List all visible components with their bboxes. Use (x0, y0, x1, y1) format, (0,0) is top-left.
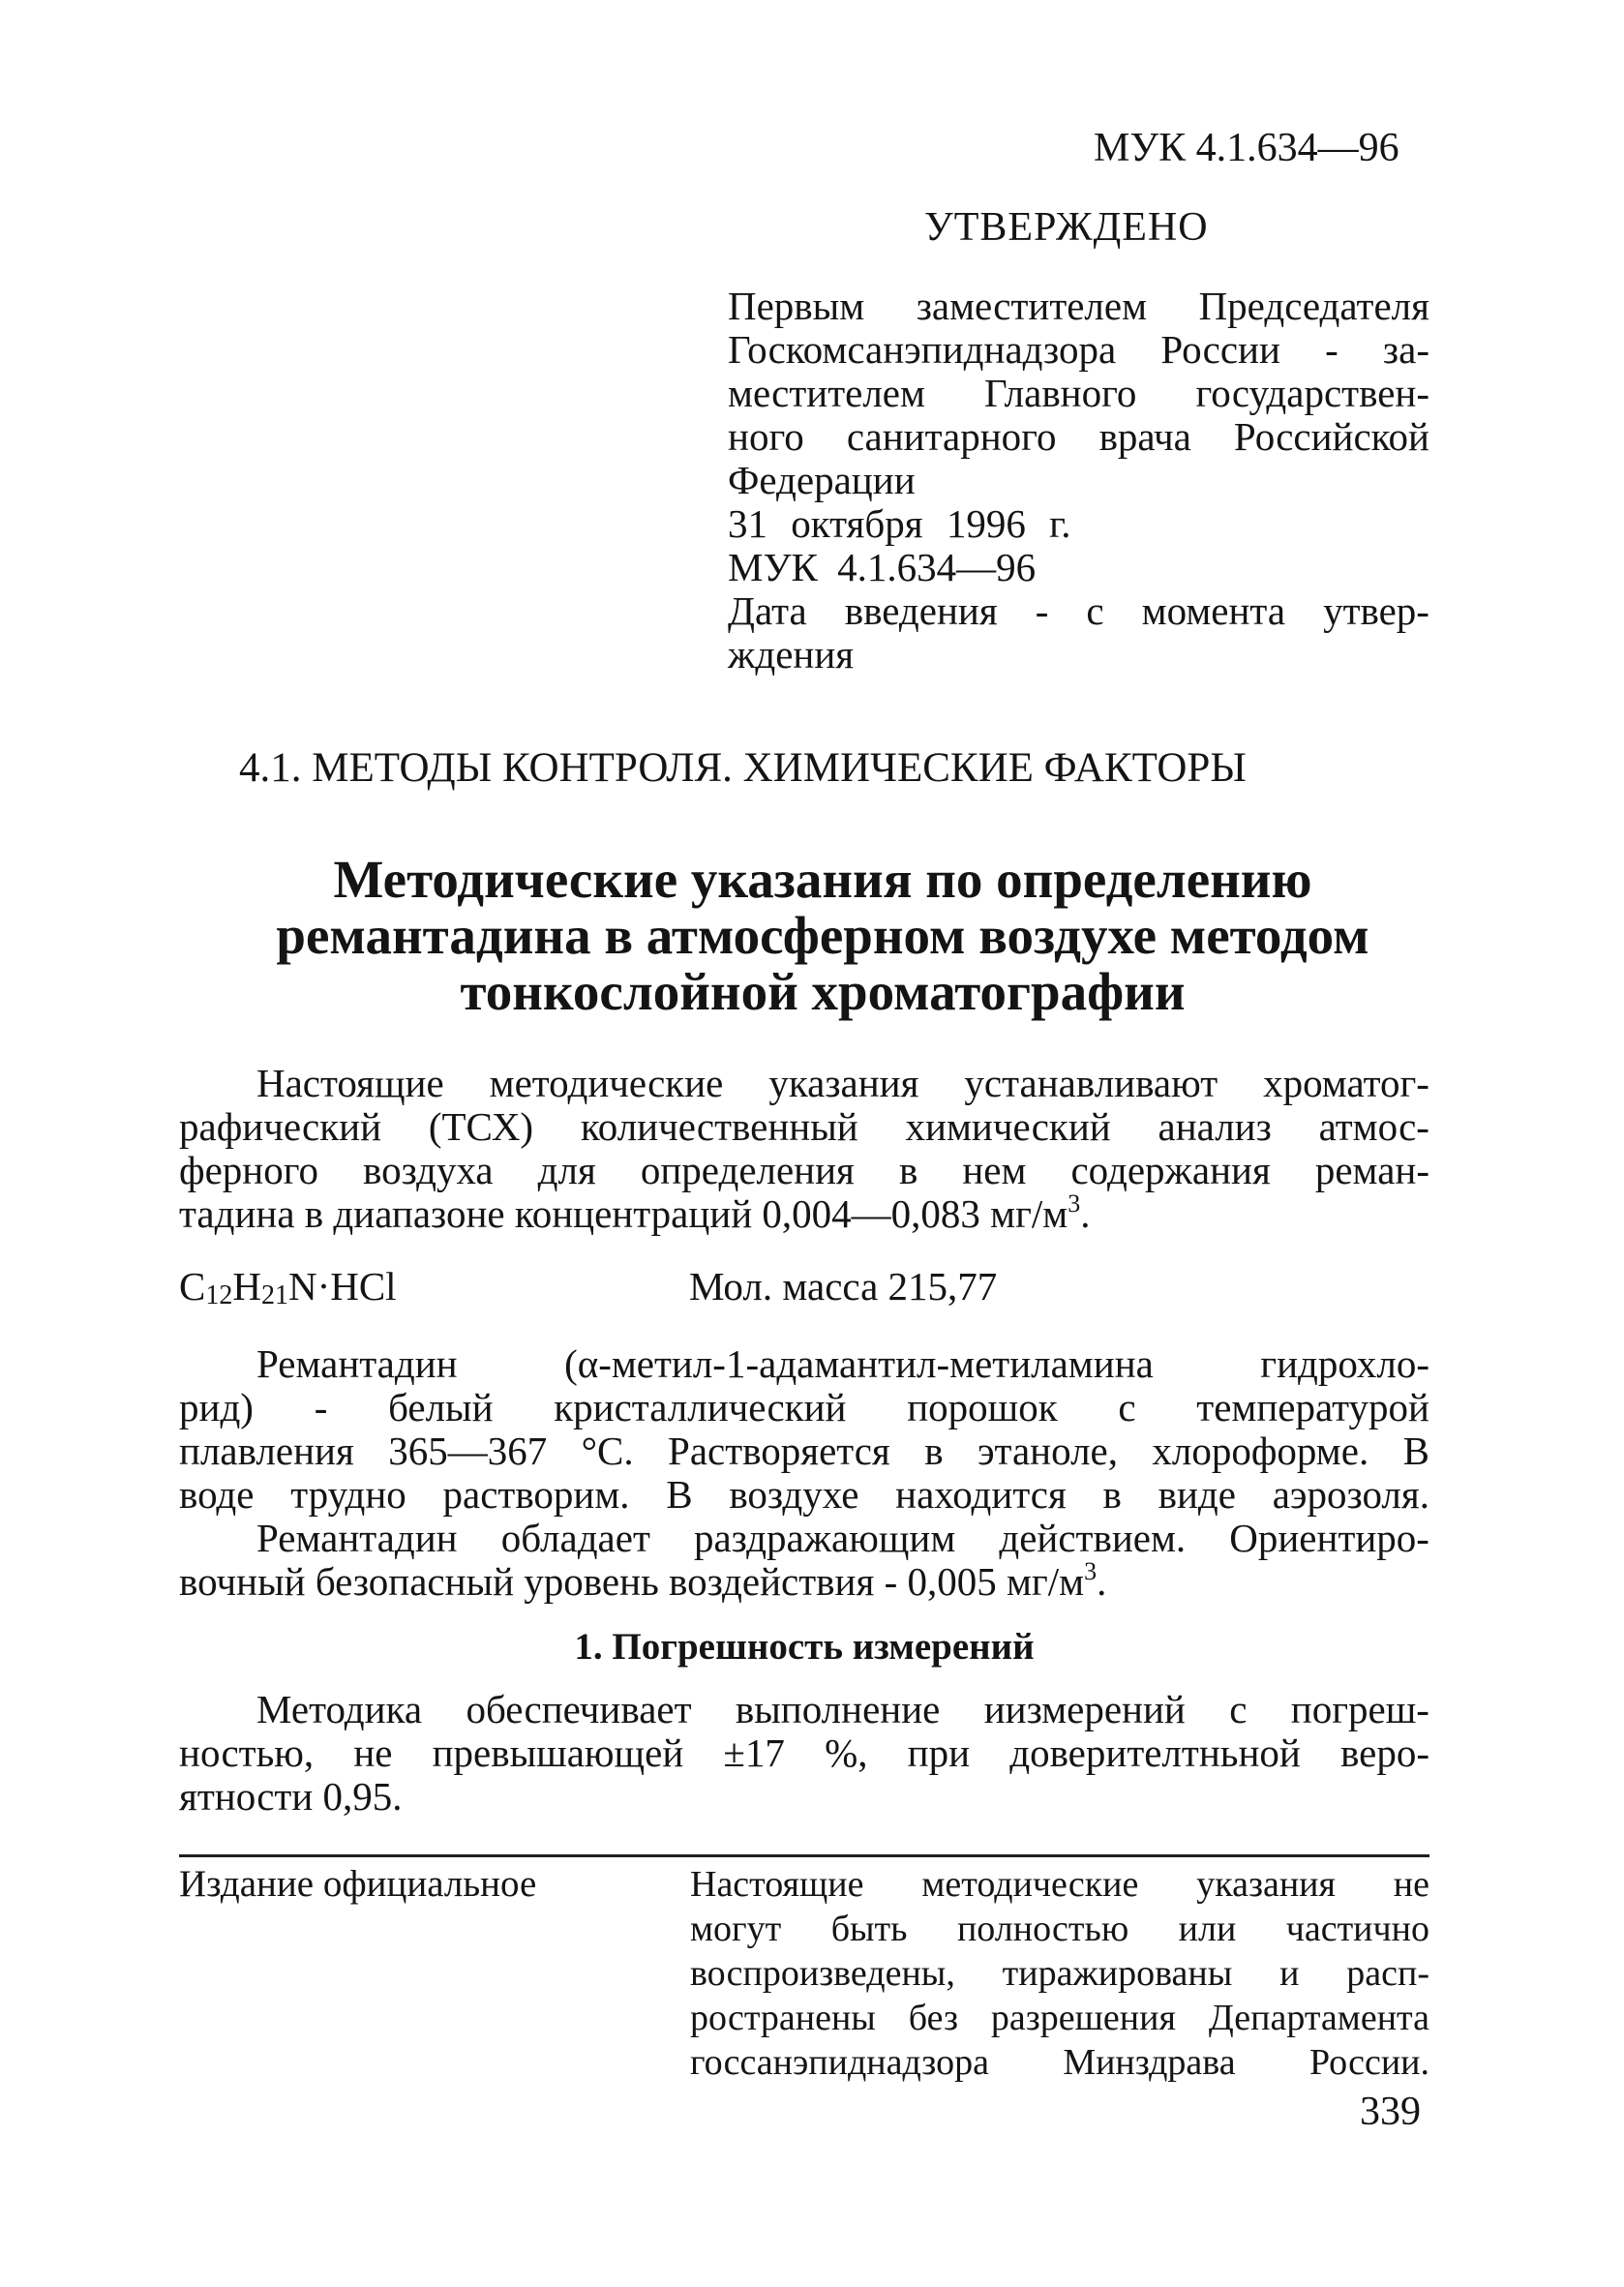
word: анализ (1158, 1104, 1272, 1149)
formula-h: H (232, 1264, 261, 1309)
word: введения (844, 588, 998, 633)
word: - (1035, 588, 1049, 633)
word: врача (1098, 414, 1191, 459)
word: содержания (1070, 1148, 1271, 1192)
approved-label: УТВЕРЖДЕНО (924, 205, 1209, 250)
word: - (1325, 327, 1338, 372)
intro-line (256, 1060, 1429, 1106)
word: для (537, 1148, 596, 1192)
word: за- (1382, 327, 1429, 372)
title-line: Методические указания по определению (333, 850, 1312, 909)
word: тиражированы (1002, 1953, 1233, 1994)
word: виде (1158, 1472, 1236, 1517)
word: рафический (179, 1104, 382, 1149)
word: °С. (581, 1429, 634, 1473)
page-number: 339 (1360, 2090, 1421, 2134)
word: аэрозоля. (1272, 1472, 1429, 1517)
word: ного (728, 414, 804, 459)
word: утвер- (1323, 588, 1429, 633)
error-line (179, 1730, 1429, 1776)
notice-line (690, 1996, 1429, 2040)
word: (ТСХ) (428, 1104, 534, 1149)
word: (α-метил-1-адамантил-метиламина (564, 1341, 1154, 1386)
molecular-mass: Мол. масса 215,77 (689, 1264, 998, 1309)
word: Ремантадин (256, 1341, 458, 1386)
section-heading: 4.1. МЕТОДЫ КОНТРОЛЯ. ХИМИЧЕСКИЕ ФАКТОРЫ (239, 745, 1247, 791)
word: разрешения (990, 1998, 1176, 2038)
description-line-end: . (1097, 1559, 1107, 1604)
description-line (179, 1428, 1429, 1474)
word: хлороформе. (1152, 1429, 1369, 1473)
word: ространены (690, 1998, 876, 2038)
description-line-text: вочный безопасный уровень воздействия - 0,005 мг/м (179, 1559, 1085, 1604)
chemical-formula (179, 1263, 397, 1309)
intro-line-end: . (1080, 1191, 1091, 1236)
word: В (1402, 1429, 1429, 1473)
intro-paragraph (179, 1060, 1429, 1253)
intro-line (179, 1103, 1429, 1150)
word: без (908, 1998, 958, 2038)
word: при (907, 1730, 971, 1775)
word: полностью (956, 1909, 1129, 1949)
formula-h-sub: 21 (260, 1280, 288, 1310)
intro-line-text: тадина в диапазоне концентраций 0,004—0,083 мг/м (179, 1191, 1068, 1236)
error-paragraph (179, 1686, 1429, 1831)
formula-c: C (179, 1264, 206, 1309)
description-line (179, 1558, 1106, 1605)
word: заместителем (916, 284, 1148, 328)
word: местителем (728, 371, 925, 415)
word: в (1102, 1472, 1122, 1517)
word: Настоящие (690, 1864, 864, 1905)
word: количественный (580, 1104, 858, 1149)
word: действием. (999, 1516, 1187, 1560)
word: реман- (1314, 1148, 1429, 1192)
approval-block (728, 283, 1429, 679)
word: Дата (728, 588, 807, 633)
word: ферного (179, 1148, 319, 1192)
description-line (179, 1471, 1429, 1518)
edition-label: Издание официальное (179, 1863, 537, 1905)
word: доверителтньной (1009, 1730, 1301, 1775)
rights-notice (690, 1862, 1429, 2094)
word: и (1279, 1953, 1300, 1994)
description-line (179, 1384, 1429, 1430)
word: ностью, (179, 1730, 315, 1775)
word: химический (905, 1104, 1111, 1149)
word: России. (1308, 2042, 1429, 2083)
intro-line (179, 1190, 1091, 1237)
intro-line (179, 1147, 1429, 1193)
approval-code: МУК 4.1.634—96 (728, 545, 1037, 589)
word: нем (962, 1148, 1027, 1192)
notice-line (690, 1951, 1429, 1996)
word: Главного (984, 371, 1137, 415)
approval-line (728, 587, 1429, 634)
word: могут (690, 1909, 782, 1949)
word: порошок (907, 1385, 1058, 1429)
word: превышающей (432, 1730, 684, 1775)
error-section-heading: 1. Погрешность измерений (574, 1626, 1035, 1668)
word: Ремантадин (256, 1516, 458, 1560)
word: методические (921, 1864, 1139, 1905)
title-line: тонкослойной хроматографии (460, 962, 1186, 1021)
approval-line: ждения (728, 632, 855, 677)
word: Методика (256, 1687, 423, 1731)
word: иизмерений (983, 1687, 1186, 1731)
title-line: ремантадина в атмосферном воздухе методом (276, 906, 1369, 965)
word: рид) (179, 1385, 254, 1429)
word: расп- (1346, 1953, 1429, 1994)
approval-line: Федерации (728, 458, 916, 502)
word: в (924, 1429, 944, 1473)
word: В (666, 1472, 693, 1517)
word: белый (388, 1385, 494, 1429)
footer-divider (179, 1854, 1429, 1857)
doc-code: МУК 4.1.634—96 (1094, 126, 1399, 170)
approval-line (728, 283, 1429, 329)
word: этаноле, (977, 1429, 1118, 1473)
approval-date: 31 октября 1996 г. (728, 501, 1071, 546)
word: плавления (179, 1429, 354, 1473)
word: или (1178, 1909, 1237, 1949)
word: погреш- (1290, 1687, 1429, 1731)
word: государствен- (1195, 371, 1429, 415)
error-line: ятности 0,95. (179, 1774, 403, 1819)
word: указания (1196, 1864, 1336, 1905)
word: санитарного (846, 414, 1057, 459)
word: обеспечивает (466, 1687, 692, 1731)
word: - (314, 1385, 328, 1429)
word: с (1086, 588, 1104, 633)
word: гидрохло- (1260, 1341, 1429, 1386)
word: раздражающим (693, 1516, 956, 1560)
word: с (1229, 1687, 1248, 1731)
word: Российской (1233, 414, 1429, 459)
word: воздухе (729, 1472, 859, 1517)
word: трудно (290, 1472, 406, 1517)
word: госсанэпиднадзора (690, 2042, 989, 2083)
word: не (353, 1730, 393, 1775)
word: атмос- (1318, 1104, 1429, 1149)
word: Председателя (1198, 284, 1429, 328)
word: в (898, 1148, 918, 1192)
word: России (1160, 327, 1280, 372)
word: Департамента (1208, 1998, 1429, 2038)
word: ±17 (723, 1730, 785, 1775)
description-line (256, 1340, 1429, 1387)
word: хроматог- (1263, 1061, 1429, 1105)
description-superscript: 3 (1084, 1557, 1098, 1585)
intro-superscript: 3 (1068, 1189, 1081, 1218)
approval-line (728, 413, 1429, 460)
word: определения (640, 1148, 855, 1192)
description-line (256, 1515, 1429, 1561)
approval-line (728, 370, 1429, 416)
word: веро- (1340, 1730, 1429, 1775)
word: выполнение (735, 1687, 941, 1731)
word: указания (768, 1061, 919, 1105)
word: растворим. (442, 1472, 630, 1517)
formula-c-sub: 12 (205, 1280, 233, 1310)
word: воде (179, 1472, 255, 1517)
word: момента (1141, 588, 1286, 633)
word: не (1393, 1864, 1429, 1905)
word: с (1118, 1385, 1136, 1429)
document-title (126, 852, 1519, 1020)
word: кристаллический (554, 1385, 847, 1429)
word: Госкомсанэпиднадзора (728, 327, 1117, 372)
word: находится (895, 1472, 1067, 1517)
approval-line (728, 326, 1429, 373)
word: методические (489, 1061, 724, 1105)
word: быть (830, 1909, 908, 1949)
word: воспроизведены, (690, 1953, 955, 1994)
word: частично (1285, 1909, 1429, 1949)
formula-rest: N·HCl (287, 1264, 397, 1309)
word: Растворяется (668, 1429, 890, 1473)
error-line (256, 1686, 1429, 1732)
formula-row (179, 1263, 1429, 1313)
word: Настоящие (256, 1061, 444, 1105)
notice-line (690, 1907, 1429, 1951)
notice-line (690, 1862, 1429, 1907)
word: Ориентиро- (1229, 1516, 1429, 1560)
word: устанавливают (964, 1061, 1218, 1105)
word: Минздрава (1063, 2042, 1236, 2083)
word: обладает (500, 1516, 650, 1560)
description-paragraph (179, 1340, 1429, 1602)
word: 365—367 (388, 1429, 548, 1473)
word: Первым (728, 284, 865, 328)
notice-line (690, 2040, 1429, 2085)
word: воздуха (363, 1148, 494, 1192)
word: температурой (1196, 1385, 1429, 1429)
word: %, (825, 1730, 868, 1775)
